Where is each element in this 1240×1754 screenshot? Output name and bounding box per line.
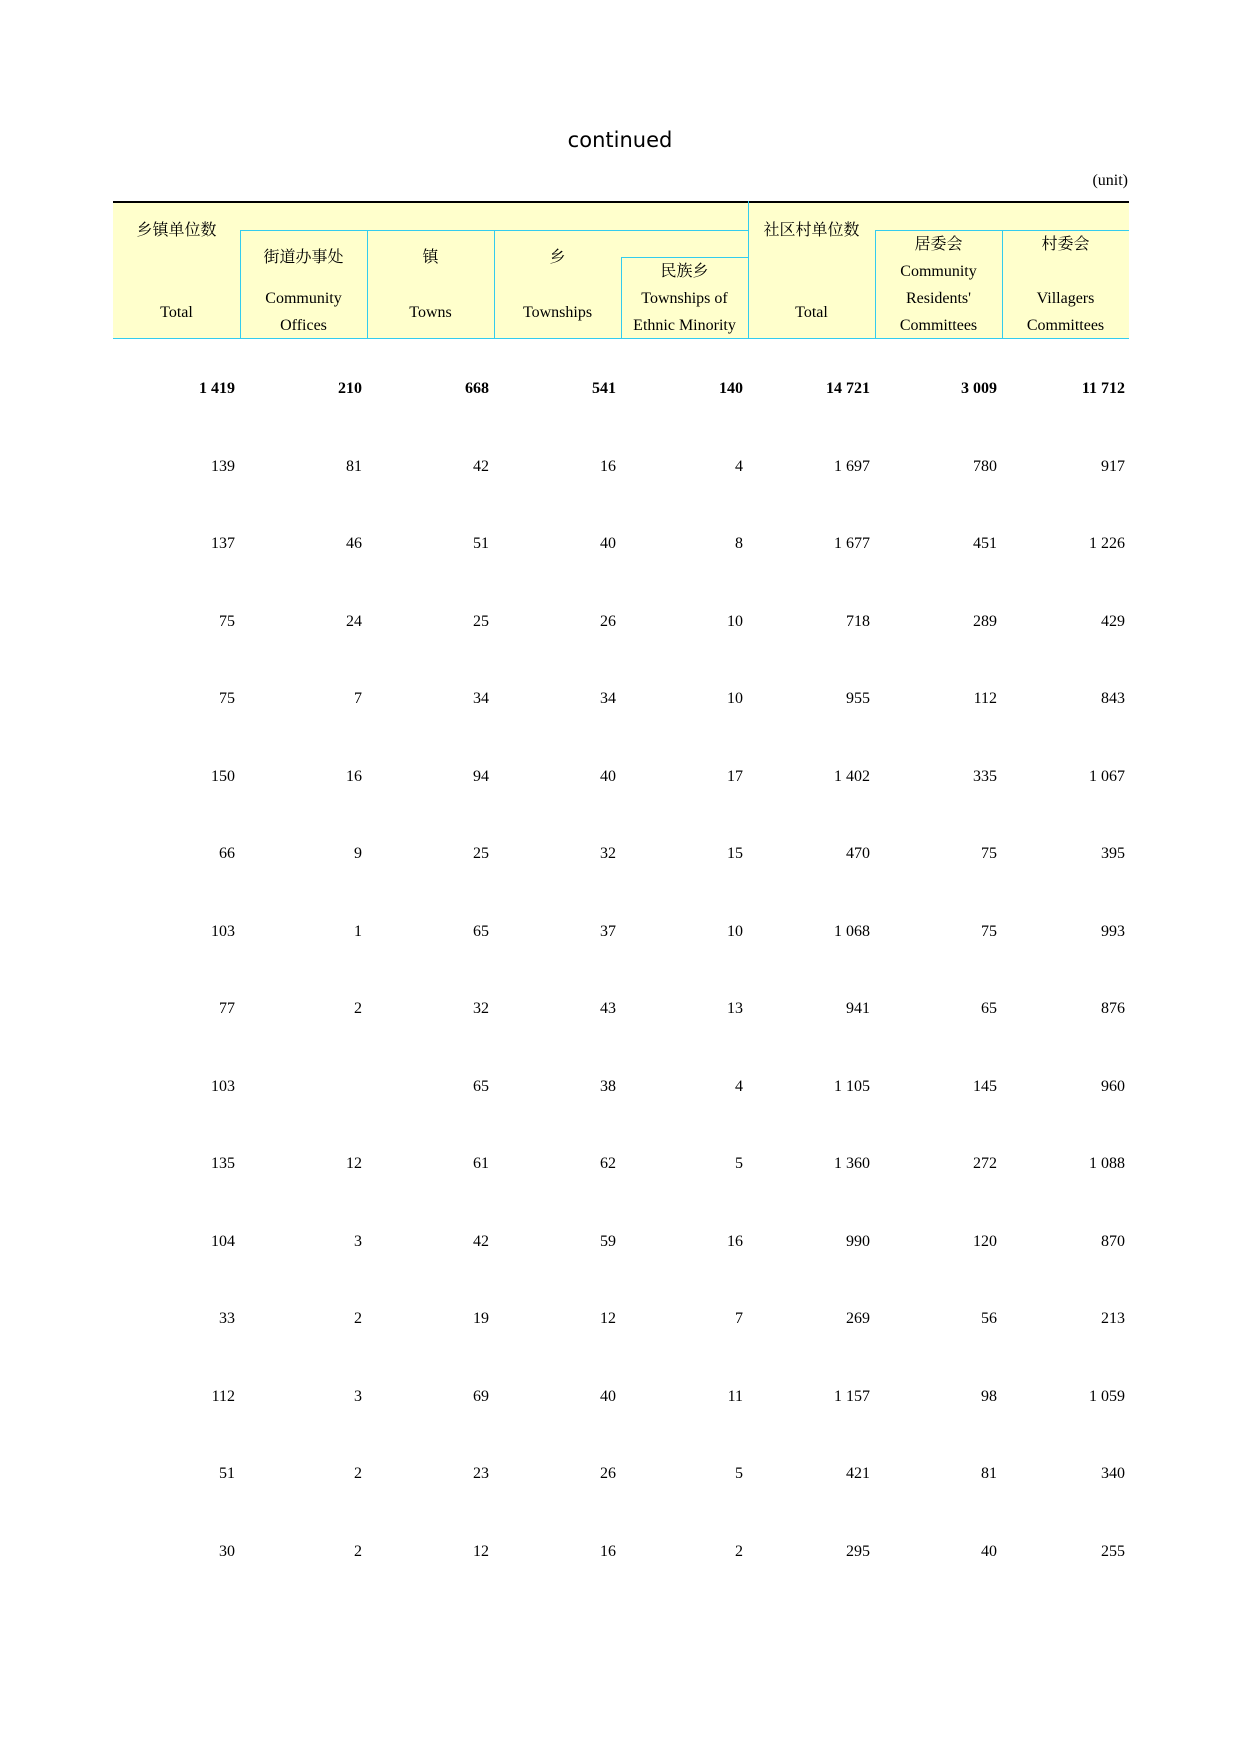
table-cell: 75 — [981, 922, 997, 940]
table-total-row — [113, 374, 1129, 404]
table-cell: 1 360 — [834, 1155, 870, 1172]
table-cell: 26 — [600, 1465, 616, 1482]
table-cell: 395 — [1101, 845, 1125, 862]
table-cell: 145 — [973, 1077, 997, 1095]
villagers-en: Committees — [1026, 317, 1105, 334]
table-row — [113, 1382, 1129, 1412]
residents-zh: 居委会 — [914, 236, 963, 253]
table-cell: 15 — [727, 845, 743, 862]
table-cell: 1 — [354, 922, 362, 940]
table-cell: 3 009 — [961, 380, 997, 397]
townships-en: Townships — [522, 304, 593, 321]
table-cell: 103 — [211, 922, 235, 940]
table-cell: 843 — [1101, 690, 1125, 707]
table-cell: 140 — [719, 380, 743, 397]
table-cell: 65 — [473, 1077, 489, 1095]
table-cell: 42 — [473, 457, 489, 475]
ethnic-zh: 民族乡 — [660, 263, 709, 280]
residents-en: Residents' — [905, 290, 972, 307]
table-cell: 42 — [473, 1232, 489, 1250]
table-row — [113, 529, 1129, 559]
table-cell: 210 — [338, 380, 362, 397]
table-row — [113, 1227, 1129, 1257]
page-title: continued — [567, 128, 673, 152]
residents-en: Community — [900, 263, 977, 280]
table-cell: 955 — [846, 690, 870, 707]
table-row — [113, 762, 1129, 792]
table-cell: 11 — [727, 1387, 743, 1405]
table-cell: 2 — [354, 1465, 362, 1482]
table-cell: 32 — [473, 1000, 489, 1017]
towns-en: Towns — [409, 304, 452, 321]
table-cell: 98 — [981, 1387, 997, 1405]
residents-en: Committees — [899, 317, 978, 334]
table-cell: 65 — [473, 922, 489, 940]
table-row — [113, 839, 1129, 869]
township-total-label: Total — [160, 304, 193, 321]
table-cell: 56 — [981, 1310, 997, 1327]
table-cell: 8 — [735, 535, 743, 552]
unit-label: (unit) — [1092, 172, 1128, 189]
table-cell: 269 — [846, 1310, 870, 1327]
table-cell: 94 — [473, 767, 489, 785]
table-cell: 2 — [735, 1542, 743, 1560]
table-cell: 66 — [219, 845, 235, 862]
table-cell: 25 — [473, 612, 489, 630]
table-cell: 1 677 — [834, 535, 870, 552]
table-cell: 7 — [735, 1310, 743, 1327]
table-cell: 12 — [473, 1542, 489, 1560]
table-cell: 46 — [346, 535, 362, 552]
table-row — [113, 1304, 1129, 1334]
table-cell: 77 — [219, 1000, 235, 1017]
table-cell: 1 067 — [1089, 767, 1125, 785]
table-cell: 3 — [354, 1232, 362, 1250]
table-cell: 340 — [1101, 1465, 1125, 1482]
villagers-zh: 村委会 — [1041, 236, 1090, 253]
table-cell: 1 226 — [1089, 535, 1125, 552]
table-cell: 37 — [600, 922, 616, 940]
table-cell: 16 — [600, 1542, 616, 1560]
table-cell: 3 — [354, 1387, 362, 1405]
table-row — [113, 994, 1129, 1024]
table-header — [113, 201, 1129, 339]
table-cell: 213 — [1101, 1310, 1125, 1327]
table-cell: 451 — [973, 535, 997, 552]
table-cell: 272 — [973, 1155, 997, 1172]
table-cell: 137 — [211, 535, 235, 552]
table-cell: 12 — [600, 1310, 616, 1327]
table-cell: 1 402 — [834, 767, 870, 785]
table-cell: 75 — [981, 845, 997, 862]
table-cell: 120 — [973, 1232, 997, 1250]
community-group-label: 社区村单位数 — [763, 222, 860, 239]
table-row — [113, 917, 1129, 947]
villagers-en: Villagers — [1036, 290, 1095, 307]
table-cell: 16 — [727, 1232, 743, 1250]
table-cell: 421 — [846, 1465, 870, 1482]
table-cell: 75 — [219, 690, 235, 707]
table-cell: 33 — [219, 1310, 235, 1327]
table-cell: 668 — [465, 380, 489, 397]
table-cell: 51 — [473, 535, 489, 552]
table-cell: 23 — [473, 1465, 489, 1482]
table-cell: 9 — [354, 845, 362, 862]
table-cell: 993 — [1101, 922, 1125, 940]
table-cell: 30 — [219, 1542, 235, 1560]
table-cell: 2 — [354, 1000, 362, 1017]
table-cell: 5 — [735, 1155, 743, 1172]
ethnic-en: Townships of — [641, 290, 728, 307]
table-row — [113, 684, 1129, 714]
table-cell: 75 — [219, 612, 235, 630]
table-cell: 25 — [473, 845, 489, 862]
table-cell: 2 — [354, 1542, 362, 1560]
table-cell: 541 — [592, 380, 616, 397]
table-cell: 295 — [846, 1542, 870, 1560]
table-cell: 38 — [600, 1077, 616, 1095]
table-cell: 16 — [346, 767, 362, 785]
table-cell: 40 — [600, 767, 616, 785]
table-cell: 10 — [727, 922, 743, 940]
table-cell: 870 — [1101, 1232, 1125, 1250]
community-total-label: Total — [795, 304, 828, 321]
table-cell: 255 — [1101, 1542, 1125, 1560]
table-cell: 11 712 — [1081, 380, 1125, 397]
table-cell: 1 105 — [834, 1077, 870, 1095]
community-offices-en: Community — [265, 290, 342, 307]
table-cell: 1 157 — [834, 1387, 870, 1405]
table-cell: 7 — [354, 690, 362, 707]
table-cell: 32 — [600, 845, 616, 862]
table-cell: 51 — [219, 1465, 235, 1482]
table-row — [113, 452, 1129, 482]
table-cell: 990 — [846, 1232, 870, 1250]
table-cell: 335 — [973, 767, 997, 785]
table-cell: 1 697 — [834, 457, 870, 475]
table-cell: 26 — [600, 612, 616, 630]
table-cell: 2 — [354, 1310, 362, 1327]
table-cell: 470 — [846, 845, 870, 862]
table-cell: 112 — [973, 690, 997, 707]
table-cell: 1 059 — [1089, 1387, 1125, 1405]
table-cell: 34 — [600, 690, 616, 707]
table-cell: 876 — [1101, 1000, 1125, 1017]
table-cell: 429 — [1101, 612, 1125, 630]
table-cell: 4 — [735, 1077, 743, 1095]
table-cell: 917 — [1101, 457, 1125, 475]
table-cell: 61 — [473, 1155, 489, 1172]
table-cell: 103 — [211, 1077, 235, 1095]
table-cell: 718 — [846, 612, 870, 630]
table-cell: 59 — [600, 1232, 616, 1250]
table-cell: 289 — [973, 612, 997, 630]
table-cell: 10 — [727, 612, 743, 630]
table-row — [113, 607, 1129, 637]
table-cell: 65 — [981, 1000, 997, 1017]
table-cell: 40 — [600, 535, 616, 552]
table-cell: 43 — [600, 1000, 616, 1017]
table-cell: 14 721 — [826, 380, 870, 397]
table-cell: 17 — [727, 767, 743, 785]
table-cell: 24 — [346, 612, 362, 630]
table-cell: 19 — [473, 1310, 489, 1327]
table-row — [113, 1459, 1129, 1489]
townships-zh: 乡 — [549, 249, 566, 266]
table-cell: 13 — [727, 1000, 743, 1017]
table-cell: 10 — [727, 690, 743, 707]
table-cell: 40 — [981, 1542, 997, 1560]
table-cell: 4 — [735, 457, 743, 475]
table-cell: 941 — [846, 1000, 870, 1017]
table-row — [113, 1149, 1129, 1179]
table-cell: 780 — [973, 457, 997, 475]
table-row — [113, 1072, 1129, 1102]
table-cell: 104 — [211, 1232, 235, 1250]
table-cell: 112 — [211, 1387, 235, 1405]
table-cell: 12 — [346, 1155, 362, 1172]
table-cell: 135 — [211, 1155, 235, 1172]
table-cell: 34 — [473, 690, 489, 707]
towns-zh: 镇 — [422, 249, 439, 266]
table-cell: 960 — [1101, 1077, 1125, 1095]
ethnic-en: Ethnic Minority — [633, 317, 736, 334]
table-cell: 1 419 — [199, 380, 235, 397]
table-cell: 40 — [600, 1387, 616, 1405]
table-cell: 5 — [735, 1465, 743, 1482]
community-offices-zh: 街道办事处 — [263, 249, 344, 266]
township-group-label: 乡镇单位数 — [136, 222, 217, 239]
table-cell: 62 — [600, 1155, 616, 1172]
table-cell: 150 — [211, 767, 235, 785]
table-cell: 81 — [981, 1465, 997, 1482]
table-row — [113, 1537, 1129, 1567]
table-cell: 16 — [600, 457, 616, 475]
table-cell: 139 — [211, 457, 235, 475]
table-cell: 81 — [346, 457, 362, 475]
community-offices-en: Offices — [280, 317, 327, 334]
table-cell: 69 — [473, 1387, 489, 1405]
table-cell: 1 088 — [1089, 1155, 1125, 1172]
table-cell: 1 068 — [834, 922, 870, 940]
